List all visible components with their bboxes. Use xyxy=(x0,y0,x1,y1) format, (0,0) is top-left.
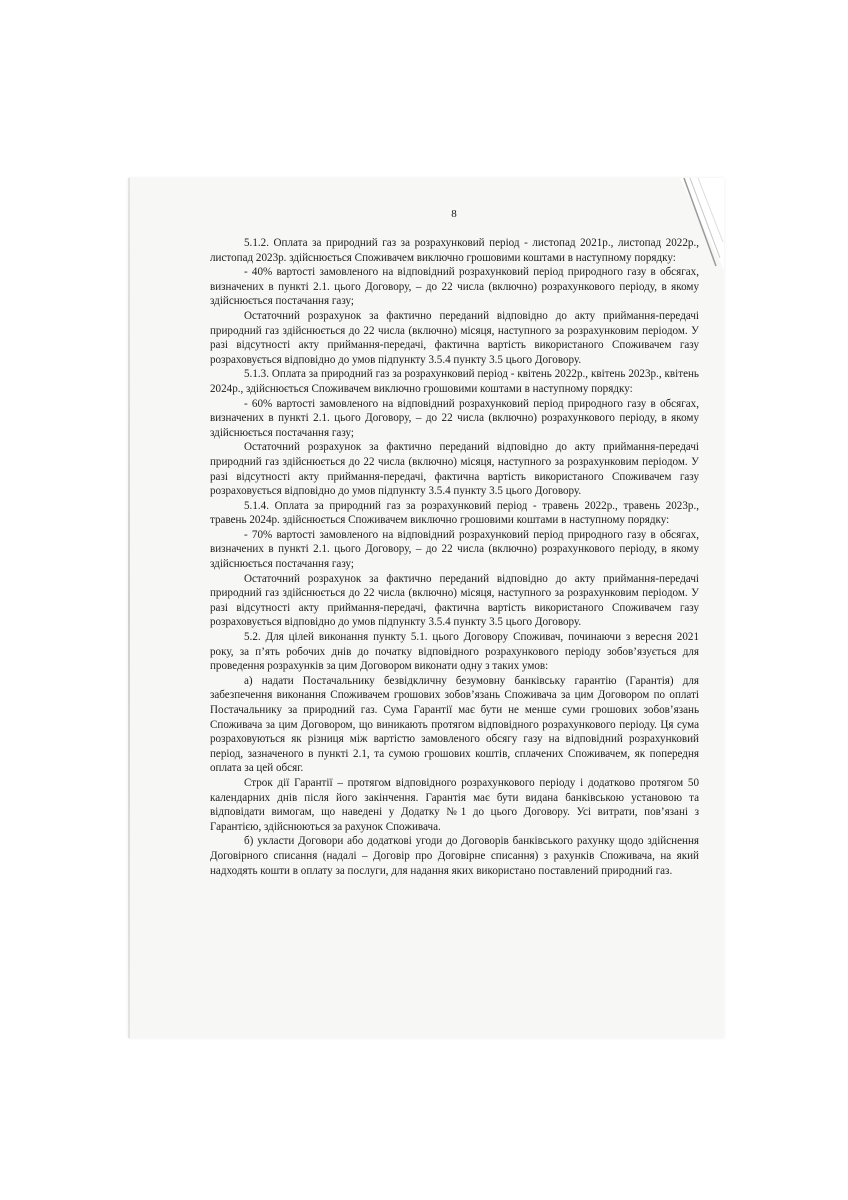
clause-5-1-3: 5.1.3. Оплата за природний газ за розрахунковий період - квітень 2022р., квітень 2023р., квітень 2024р., здійснюється Споживачем виключно грошовими коштами в наступному порядку: xyxy=(210,368,699,395)
clause-5-2-a: а) надати Постачальнику безвідкличну безумовну банківську гарантію (Гарантія) для забезпечення виконання Споживачем грошових зобов’язань Споживача за цим Договором по оплаті Постачальнику за природний газ. Сума Гарантії має бути не менше суми грошових зобов’язань Споживача за цим Договором, що виникають протягом відповідного розрахункового періоду. Ця сума розраховуються як різниця між вартістю замовленого обсягу газу на відповідний розрахунковий період, зазначеного в пункті 2.1, та сумою грошових коштів, сплачених Споживачем, як попередня оплата за цей обсяг. xyxy=(210,674,699,775)
clause-5-2: 5.2. Для цілей виконання пункту 5.1. цього Договору Споживач, починаючи з вересня 2021 року, за п’ять робочих днів до початку відповідного розрахункового періоду зобов’язується для проведення розрахунків за цим Договором виконати одну з таких умов: xyxy=(210,631,699,673)
clause-5-2-b: б) укласти Договори або додаткові угоди до Договорів банківського рахунку щодо здійснення Договірного списання (надалі – Договір про Договірне списання) з рахунків Споживача, на який надходять кошти в оплату за послуги, для надання яких використано поставлений природний газ. xyxy=(210,835,699,877)
document-body xyxy=(210,236,699,878)
clause-5-1-2: 5.1.2. Оплата за природний газ за розрахунковий період - листопад 2021р., листопад 2022р., листопад 2023р. здійснюється Споживачем виключно грошовими коштами в наступному порядку: xyxy=(210,237,699,264)
clause-5-1-4-advance: - 70% вартості замовленого на відповідний розрахунковий період природного газу в обсягах, визначених в пункті 2.1. цього Договору, – до 22 числа (включно) розрахункового періоду, в якому здійснюється постачання газу; xyxy=(210,528,699,571)
clause-5-1-4-final: Остаточний розрахунок за фактично переданий відповідно до акту приймання-передачі природний газ здійснюється до 22 числа (включно) місяця, наступного за розрахунковим періодом. У разі відсутності акту приймання-передачі, фактична вартість використаного Споживачем газу розраховується відповідно до умов підпункту 3.5.4 пункту 3.5 цього Договору. xyxy=(210,572,699,629)
scan-left-edge xyxy=(128,178,130,1038)
clause-5-1-3-advance: - 60% вартості замовленого на відповідний розрахунковий період природного газу в обсягах, визначених в пункті 2.1. цього Договору, – до 22 числа (включно) розрахункового періоду, в якому здійснюється постачання газу; xyxy=(210,397,699,439)
clause-5-1-4: 5.1.4. Оплата за природний газ за розрахунковий період - травень 2022р., травень 2023р., травень 2024р. здійснюється Споживачем виключно грошовими коштами в наступному порядку: xyxy=(210,499,699,527)
clause-5-1-2-final: Остаточний розрахунок за фактично переданий відповідно до акту приймання-передачі природний газ здійснюється до 22 числа (включно) місяця, наступного за розрахунковим періодом. У разі відсутності акту приймання-передачі, фактична вартість використаного Споживачем газу розраховується відповідно до умов підпункту 3.5.4 пункту 3.5 цього Договору. xyxy=(210,309,699,366)
clause-5-1-3-final: Остаточний розрахунок за фактично переданий відповідно до акту приймання-передачі природний газ здійснюється до 22 числа (включно) місяця, наступного за розрахунковим періодом. У разі відсутності акту приймання-передачі, фактична вартість використаного Споживачем газу розраховується відповідно до умов підпункту 3.5.4 пункту 3.5 цього Договору. xyxy=(210,441,699,498)
clause-5-1-2-advance: - 40% вартості замовленого на відповідний розрахунковий період природного газу в обсягах, визначених в пункті 2.1. цього Договору, – до 22 числа (включно) розрахункового періоду, в якому здійснюється постачання газу; xyxy=(210,266,699,308)
page-number: 8 xyxy=(451,208,457,220)
clause-5-2-guarantee-term: Строк дії Гарантії – протягом відповідного розрахункового періоду і додатково протягом 50 календарних днів після його закінчення. Гарантія має бути видана банківською установою та відповідати вимогам, що наведені у Додатку №1 до цього Договору. Усі витрати, пов’язані з Гарантією, здійснюються за рахунок Споживача. xyxy=(210,776,699,833)
